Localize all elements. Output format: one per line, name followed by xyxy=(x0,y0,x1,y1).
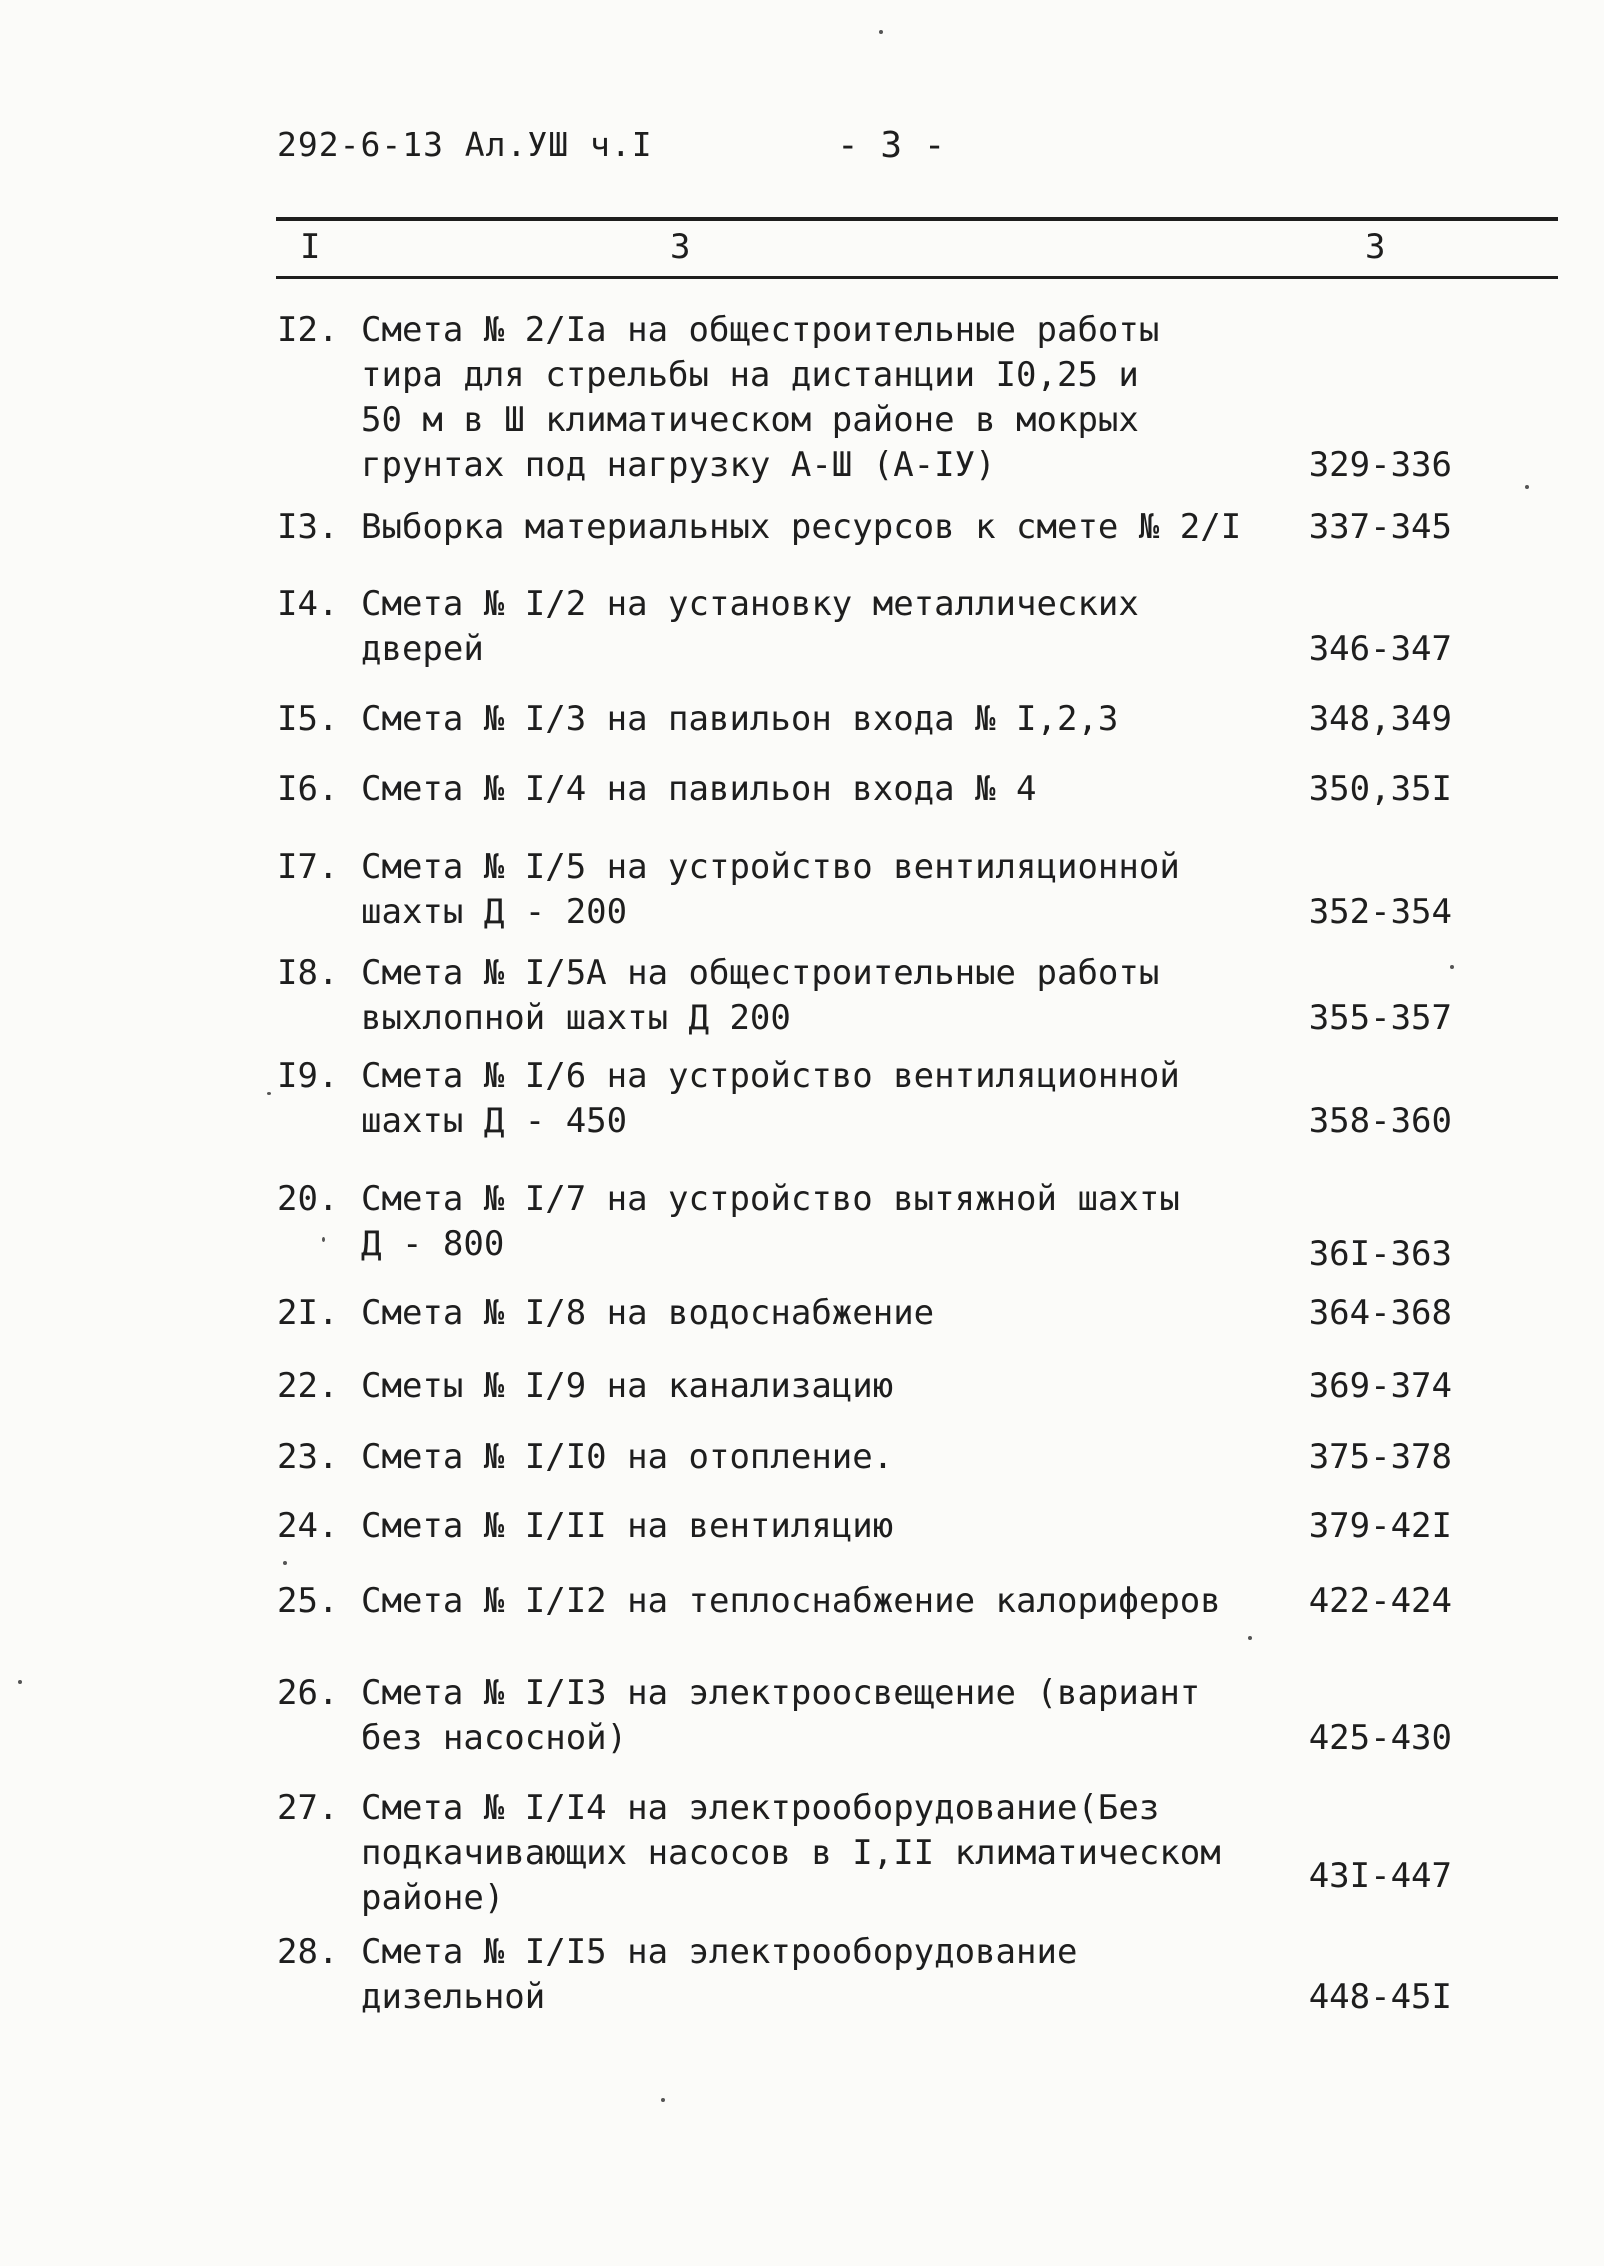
entry-title xyxy=(361,1364,893,1409)
entry-pages: 425-430 xyxy=(1308,1718,1452,1758)
entry-title-line: Выборка материальных ресурсов к смете № 2/I xyxy=(361,507,1242,547)
entry-title xyxy=(361,1786,1221,1921)
entry-number: 2I. xyxy=(277,1293,339,1333)
entry-pages: 355-357 xyxy=(1308,998,1452,1038)
entry-title xyxy=(361,845,1180,935)
entry-title-line: Смета № I/8 на водоснабжение xyxy=(361,1293,935,1333)
entry-title-line: Смета № I/4 на павильон входа № 4 xyxy=(361,769,1037,809)
entry-number: I2. xyxy=(277,310,339,350)
entry-title xyxy=(361,951,1159,1041)
entry-number: I3. xyxy=(277,507,339,547)
entry-title-line: Смета № 2/Iа на общестроительные работы xyxy=(361,310,1160,350)
entry-title-line: Смета № I/I0 на отопление. xyxy=(361,1437,894,1477)
scan-speck xyxy=(1248,1636,1252,1640)
entry-title-line: тира для стрельбы на дистанции I0,25 и xyxy=(361,355,1139,395)
entry-pages: 337-345 xyxy=(1308,507,1452,547)
entry-title-line: Смета № I/3 на павильон входа № I,2,3 xyxy=(361,699,1119,739)
entry-title-line: Смета № I/I5 на электрооборудование xyxy=(361,1932,1078,1972)
scan-speck xyxy=(1450,965,1454,969)
entry-title-line: Смета № I/I2 на теплоснабжение калориферов xyxy=(361,1581,1221,1621)
entry-title-line: без насосной) xyxy=(361,1718,628,1758)
entry-title-line: 50 м в Ш климатическом районе в мокрых xyxy=(361,400,1139,440)
toc-entry xyxy=(277,1504,1557,1549)
entry-title-line: Смета № I/5А на общестроительные работы xyxy=(361,953,1160,993)
table-top-rule xyxy=(276,217,1558,221)
entry-title xyxy=(361,1930,1077,2020)
entry-number: I6. xyxy=(277,769,339,809)
entry-pages: 43I-447 xyxy=(1308,1856,1452,1896)
entry-title-line: дверей xyxy=(361,629,484,669)
entry-number: I7. xyxy=(277,847,339,887)
entry-title-line: Д - 800 xyxy=(361,1224,505,1264)
toc-entry xyxy=(277,1054,1557,1144)
scan-speck xyxy=(879,30,883,34)
toc-entry xyxy=(277,767,1557,812)
entry-title-line: выхлопной шахты Д 200 xyxy=(361,998,791,1038)
toc-entry xyxy=(277,1579,1557,1624)
entry-title xyxy=(361,1435,893,1480)
entry-title-line: Смета № I/II на вентиляцию xyxy=(361,1506,894,1546)
entry-title xyxy=(361,1671,1200,1761)
entry-number: 25. xyxy=(277,1581,339,1621)
entry-title-line: Смета № I/5 на устройство вентиляционной xyxy=(361,847,1180,887)
entry-title xyxy=(361,1177,1180,1267)
entry-title xyxy=(361,308,1159,488)
toc-entry xyxy=(277,697,1557,742)
entry-pages: 346-347 xyxy=(1308,629,1452,669)
entry-number: 27. xyxy=(277,1788,339,1828)
entry-title xyxy=(361,582,1139,672)
entry-pages: 352-354 xyxy=(1308,892,1452,932)
entry-number: 26. xyxy=(277,1673,339,1713)
entry-title-line: Смета № I/6 на устройство вентиляционной xyxy=(361,1056,1180,1096)
column-header-title: 3 xyxy=(670,227,691,267)
entry-pages: 448-45I xyxy=(1308,1977,1452,2017)
entry-title xyxy=(361,697,1118,742)
scan-speck xyxy=(1525,485,1529,489)
entry-title xyxy=(361,1579,1221,1624)
entry-pages: 348,349 xyxy=(1308,699,1452,739)
entry-pages: 422-424 xyxy=(1308,1581,1452,1621)
entry-pages: 358-360 xyxy=(1308,1101,1452,1141)
page-number: - 3 - xyxy=(837,125,946,166)
entry-number: I4. xyxy=(277,584,339,624)
entry-number: 28. xyxy=(277,1932,339,1972)
toc-entry xyxy=(277,1364,1557,1409)
entry-title-line: Смета № I/2 на установку металлических xyxy=(361,584,1139,624)
toc-entry xyxy=(277,951,1557,1041)
entry-number: 23. xyxy=(277,1437,339,1477)
entry-pages: 329-336 xyxy=(1308,445,1452,485)
entry-number: 24. xyxy=(277,1506,339,1546)
toc-entry xyxy=(277,1177,1557,1277)
table-header-rule xyxy=(276,276,1558,279)
column-header-number: I xyxy=(300,227,321,267)
scan-speck xyxy=(661,2098,665,2102)
entry-pages: 36I-363 xyxy=(1308,1234,1452,1274)
toc-entry xyxy=(277,1930,1557,2020)
entry-pages: 375-378 xyxy=(1308,1437,1452,1477)
document-code: 292-6-13 Ал.УШ ч.I xyxy=(277,125,653,164)
toc-entry xyxy=(277,1786,1557,1921)
entry-number: I9. xyxy=(277,1056,339,1096)
entry-title-line: дизельной xyxy=(361,1977,546,2017)
entry-title-line: районе) xyxy=(361,1878,505,1918)
scan-speck xyxy=(322,1237,325,1242)
entry-title xyxy=(361,1504,893,1549)
toc-entry xyxy=(277,1291,1557,1336)
entry-pages: 350,35I xyxy=(1308,769,1452,809)
entry-title-line: Смета № I/I3 на электроосвещение (вариант xyxy=(361,1673,1201,1713)
scan-speck xyxy=(283,1561,287,1565)
entry-number: I8. xyxy=(277,953,339,993)
entry-title-line: Сметы № I/9 на канализацию xyxy=(361,1366,894,1406)
entry-title-line: Смета № I/7 на устройство вытяжной шахты xyxy=(361,1179,1180,1219)
entry-pages: 379-42I xyxy=(1308,1506,1452,1546)
page-header xyxy=(277,125,1557,175)
toc-entry xyxy=(277,845,1557,935)
entry-title-line: Смета № I/I4 на электрооборудование(Без xyxy=(361,1788,1160,1828)
entry-pages: 369-374 xyxy=(1308,1366,1452,1406)
entry-number: 20. xyxy=(277,1179,339,1219)
entry-title xyxy=(361,1291,934,1336)
scan-speck xyxy=(18,1680,22,1684)
entry-pages: 364-368 xyxy=(1308,1293,1452,1333)
column-header-pages: 3 xyxy=(1365,227,1386,267)
entry-title-line: грунтах под нагрузку А-Ш (А-IУ) xyxy=(361,445,996,485)
entry-title xyxy=(361,505,1241,550)
entry-title xyxy=(361,767,1037,812)
toc-entry xyxy=(277,308,1557,488)
entry-title-line: шахты Д - 200 xyxy=(361,892,628,932)
toc-entry xyxy=(277,1671,1557,1761)
entry-title-line: шахты Д - 450 xyxy=(361,1101,628,1141)
entry-number: 22. xyxy=(277,1366,339,1406)
entry-number: I5. xyxy=(277,699,339,739)
toc-entry xyxy=(277,505,1557,550)
toc-entry xyxy=(277,1435,1557,1480)
entry-title-line: подкачивающих насосов в I,II климатическом xyxy=(361,1833,1221,1873)
entry-title xyxy=(361,1054,1180,1144)
toc-entry xyxy=(277,582,1557,672)
scan-speck xyxy=(267,1092,271,1095)
